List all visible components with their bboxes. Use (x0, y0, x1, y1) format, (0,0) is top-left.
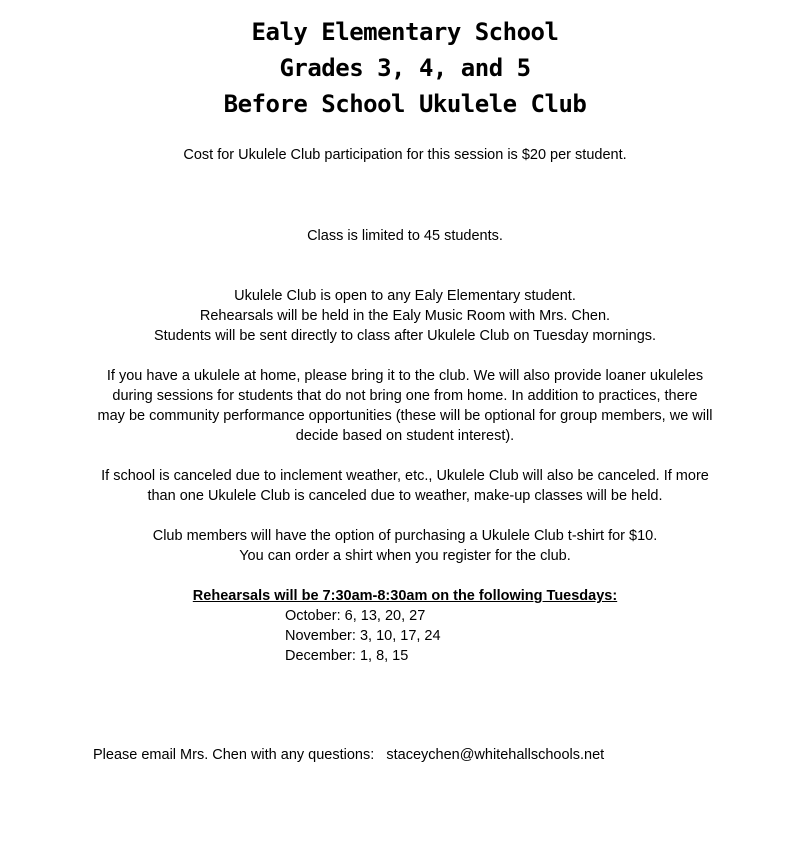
ukulele-para-line: during sessions for students that do not bring one from home. In addition to practices, there (112, 388, 698, 404)
rehearsal-date-november: November: 3, 10, 17, 24 (285, 628, 441, 644)
school-name-title: Ealy Elementary School (251, 18, 559, 46)
rehearsal-date-october: October: 6, 13, 20, 27 (285, 608, 426, 624)
ukulele-para-line: decide based on student interest). (295, 428, 515, 444)
grades-title: Grades 3, 4, and 5 (279, 54, 531, 82)
shirt-para-line: You can order a shirt when you register for the club. (239, 548, 571, 564)
shirt-para-line: Club members will have the option of purchasing a Ukulele Club t-shirt for $10. (152, 528, 658, 544)
weather-para-line: If school is canceled due to inclement weather, etc., Ukulele Club will also be canceled. If more (101, 468, 709, 484)
rehearsals-heading: Rehearsals will be 7:30am-8:30am on the following Tuesdays: (192, 588, 618, 604)
open-para-line: Students will be sent directly to class after Ukulele Club on Tuesday mornings. (153, 328, 657, 344)
cost-text: Cost for Ukulele Club participation for this session is $20 per student. (183, 147, 627, 163)
contact-text: Please email Mrs. Chen with any questions: staceychen@whitehallschools.net (93, 747, 605, 763)
open-para-line: Rehearsals will be held in the Ealy Music Room with Mrs. Chen. (199, 308, 611, 324)
weather-para-line: than one Ukulele Club is canceled due to weather, make-up classes will be held. (147, 488, 663, 504)
rehearsal-date-december: December: 1, 8, 15 (285, 648, 409, 664)
club-title: Before School Ukulele Club (223, 90, 587, 118)
ukulele-para-line: may be community performance opportunities (these will be optional for group members, we will (97, 408, 713, 424)
class-limit-text: Class is limited to 45 students. (307, 228, 503, 244)
ukulele-para-line: If you have a ukulele at home, please bring it to the club. We will also provide loaner ukuleles (106, 368, 704, 384)
open-para-line: Ukulele Club is open to any Ealy Elementary student. (234, 288, 576, 304)
